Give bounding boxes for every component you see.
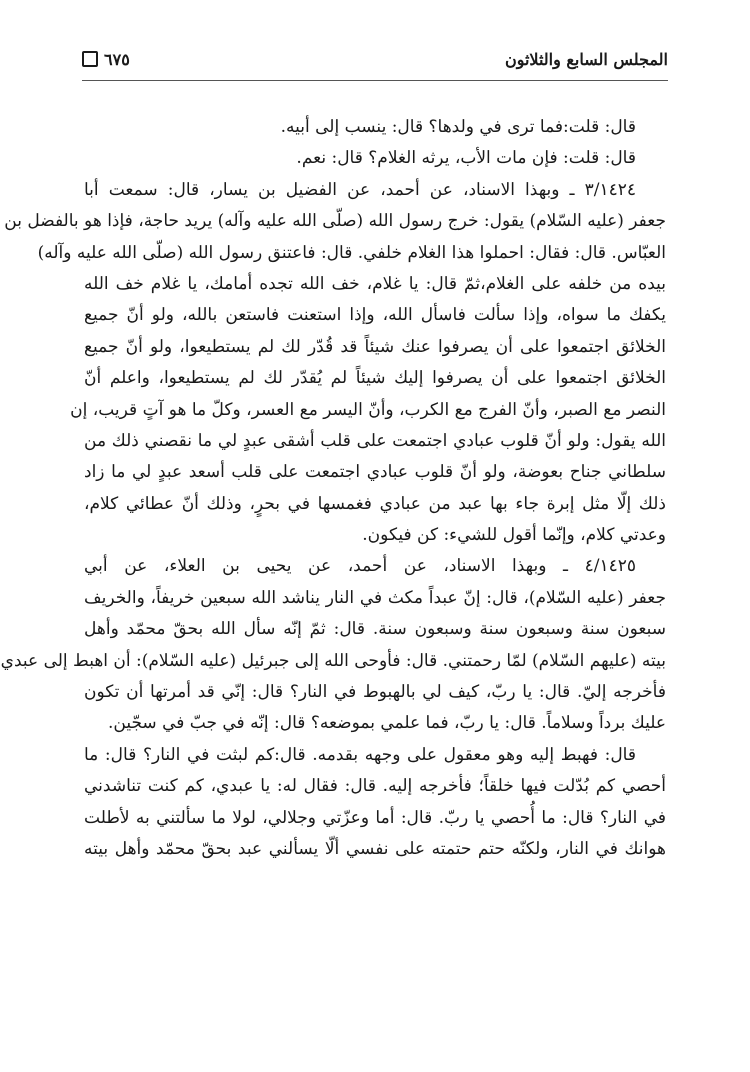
text-line: بيته (عليهم السّلام) لمّا رحمتني. قال: فأوحى الله إلى جبرئيل (عليه السّلام): أن اهبط إلى عبدي	[0, 650, 666, 671]
text-line: الخلائق اجتمعوا على أن يصرفوا إليك شيئاً لم يُقدّر لك لم يستطيعوا، واعلم أنّ	[84, 368, 666, 389]
text-line: الله يقول: ولو أنّ قلوب عبادي اجتمعت على قلب أشقى عبدٍ لي ما نقصني ذلك من	[84, 430, 666, 451]
square-ornament-icon	[82, 51, 98, 67]
text-line: ٣/١٤٢٤ ـ وبهذا الاسناد، عن أحمد، عن الفضيل بن يسار، قال: سمعت أبا	[84, 179, 636, 200]
text-line: وعدتي كلام، وإنّما أقول للشيء: كن فيكون.	[362, 525, 666, 546]
body-text	[0, 112, 666, 865]
text-line: قال: قلت: فإن مات الأب، يرثه الغلام؟ قال: نعم.	[296, 148, 636, 169]
text-line: ٤/١٤٢٥ ـ وبهذا الاسناد، عن أحمد، عن يحيى بن العلاء، عن أبي	[84, 556, 636, 577]
text-line: الخلائق اجتمعوا على أن يصرفوا عنك شيئاً قد قُدّر لك لم يستطيعوا، ولو أنّ جميع	[84, 336, 666, 357]
text-line: فأخرجه إليّ. قال: يا ربّ، كيف لي بالهبوط في النار؟ قال: إنّي قد أمرتها أن تكون	[84, 682, 666, 703]
text-line: جعفر (عليه السّلام)، قال: إنّ عبداً مكث في النار يناشد الله سبعين خريفاً، والخريف	[84, 587, 666, 608]
text-line: عليك برداً وسلاماً. قال: يا ربّ، فما علمي بموضعه؟ قال: إنّه في جبّ في سجّين.	[107, 713, 666, 734]
text-line: سلطاني جناح بعوضة، ولو أنّ قلوب عبادي اجتمعت على قلب أسعد عبدٍ لي ما زاد	[84, 462, 666, 483]
page-number-block	[82, 50, 130, 69]
text-line: ذلك إلّا مثل إبرة جاء بها عبد من عبادي فغمسها في بحرٍ، وذلك أنّ عطائي كلام،	[84, 493, 666, 514]
text-line: يكفك ما سواه، وإذا سألت فاسأل الله، وإذا استعنت فاستعن بالله، ولو أنّ جميع	[84, 305, 666, 326]
page-number: ٦٧٥	[104, 49, 130, 69]
text-line: سبعون سنة وسبعون سنة وسبعون سنة. قال: ثمّ إنّه سأل الله بحقّ محمّد وأهل	[84, 619, 666, 640]
chapter-title: المجلس السابع والثلاثون	[504, 49, 668, 69]
header-divider	[82, 80, 668, 81]
text-line: جعفر (عليه السّلام) يقول: خرج رسول الله (صلّى الله عليه وآله) يريد حاجة، فإذا هو بالفضل بن	[4, 211, 666, 232]
text-line: قال: قلت:فما ترى في ولدها؟ قال: ينسب إلى أبيه.	[280, 117, 636, 137]
text-line: قال: فهبط إليه وهو معقول على وجهه بقدمه. قال:كم لبثت في النار؟ قال: ما	[84, 744, 636, 765]
text-line: العبّاس. قال: فقال: احملوا هذا الغلام خلفي. قال: فاعتنق رسول الله (صلّى الله عليه وآله)	[37, 242, 666, 263]
text-line: هوانك في النار، ولكنّه حتم حتمته على نفسي ألّا يسألني عبد بحقّ محمّد وأهل بيته	[84, 838, 666, 859]
running-header	[82, 44, 668, 74]
text-line: في النار؟ قال: ما أُحصي يا ربّ. قال: أما وعزّتي وجلالي، لولا ما سألتني به لأطلت	[84, 807, 666, 828]
text-line: أحصي كم بُدّلت فيها خلقاً؛ فأخرجه إليه. قال: فقال له: يا عبدي، كم كنت تناشدني	[84, 776, 666, 797]
text-line: بيده من خلفه على الغلام،ثمّ قال: يا غلام، خف الله تجده أمامك، يا غلام خف الله	[84, 273, 666, 294]
text-line: النصر مع الصبر، وأنّ الفرج مع الكرب، وأنّ اليسر مع العسر، وكلّ ما هو آتٍ قريب، إن	[70, 399, 666, 420]
